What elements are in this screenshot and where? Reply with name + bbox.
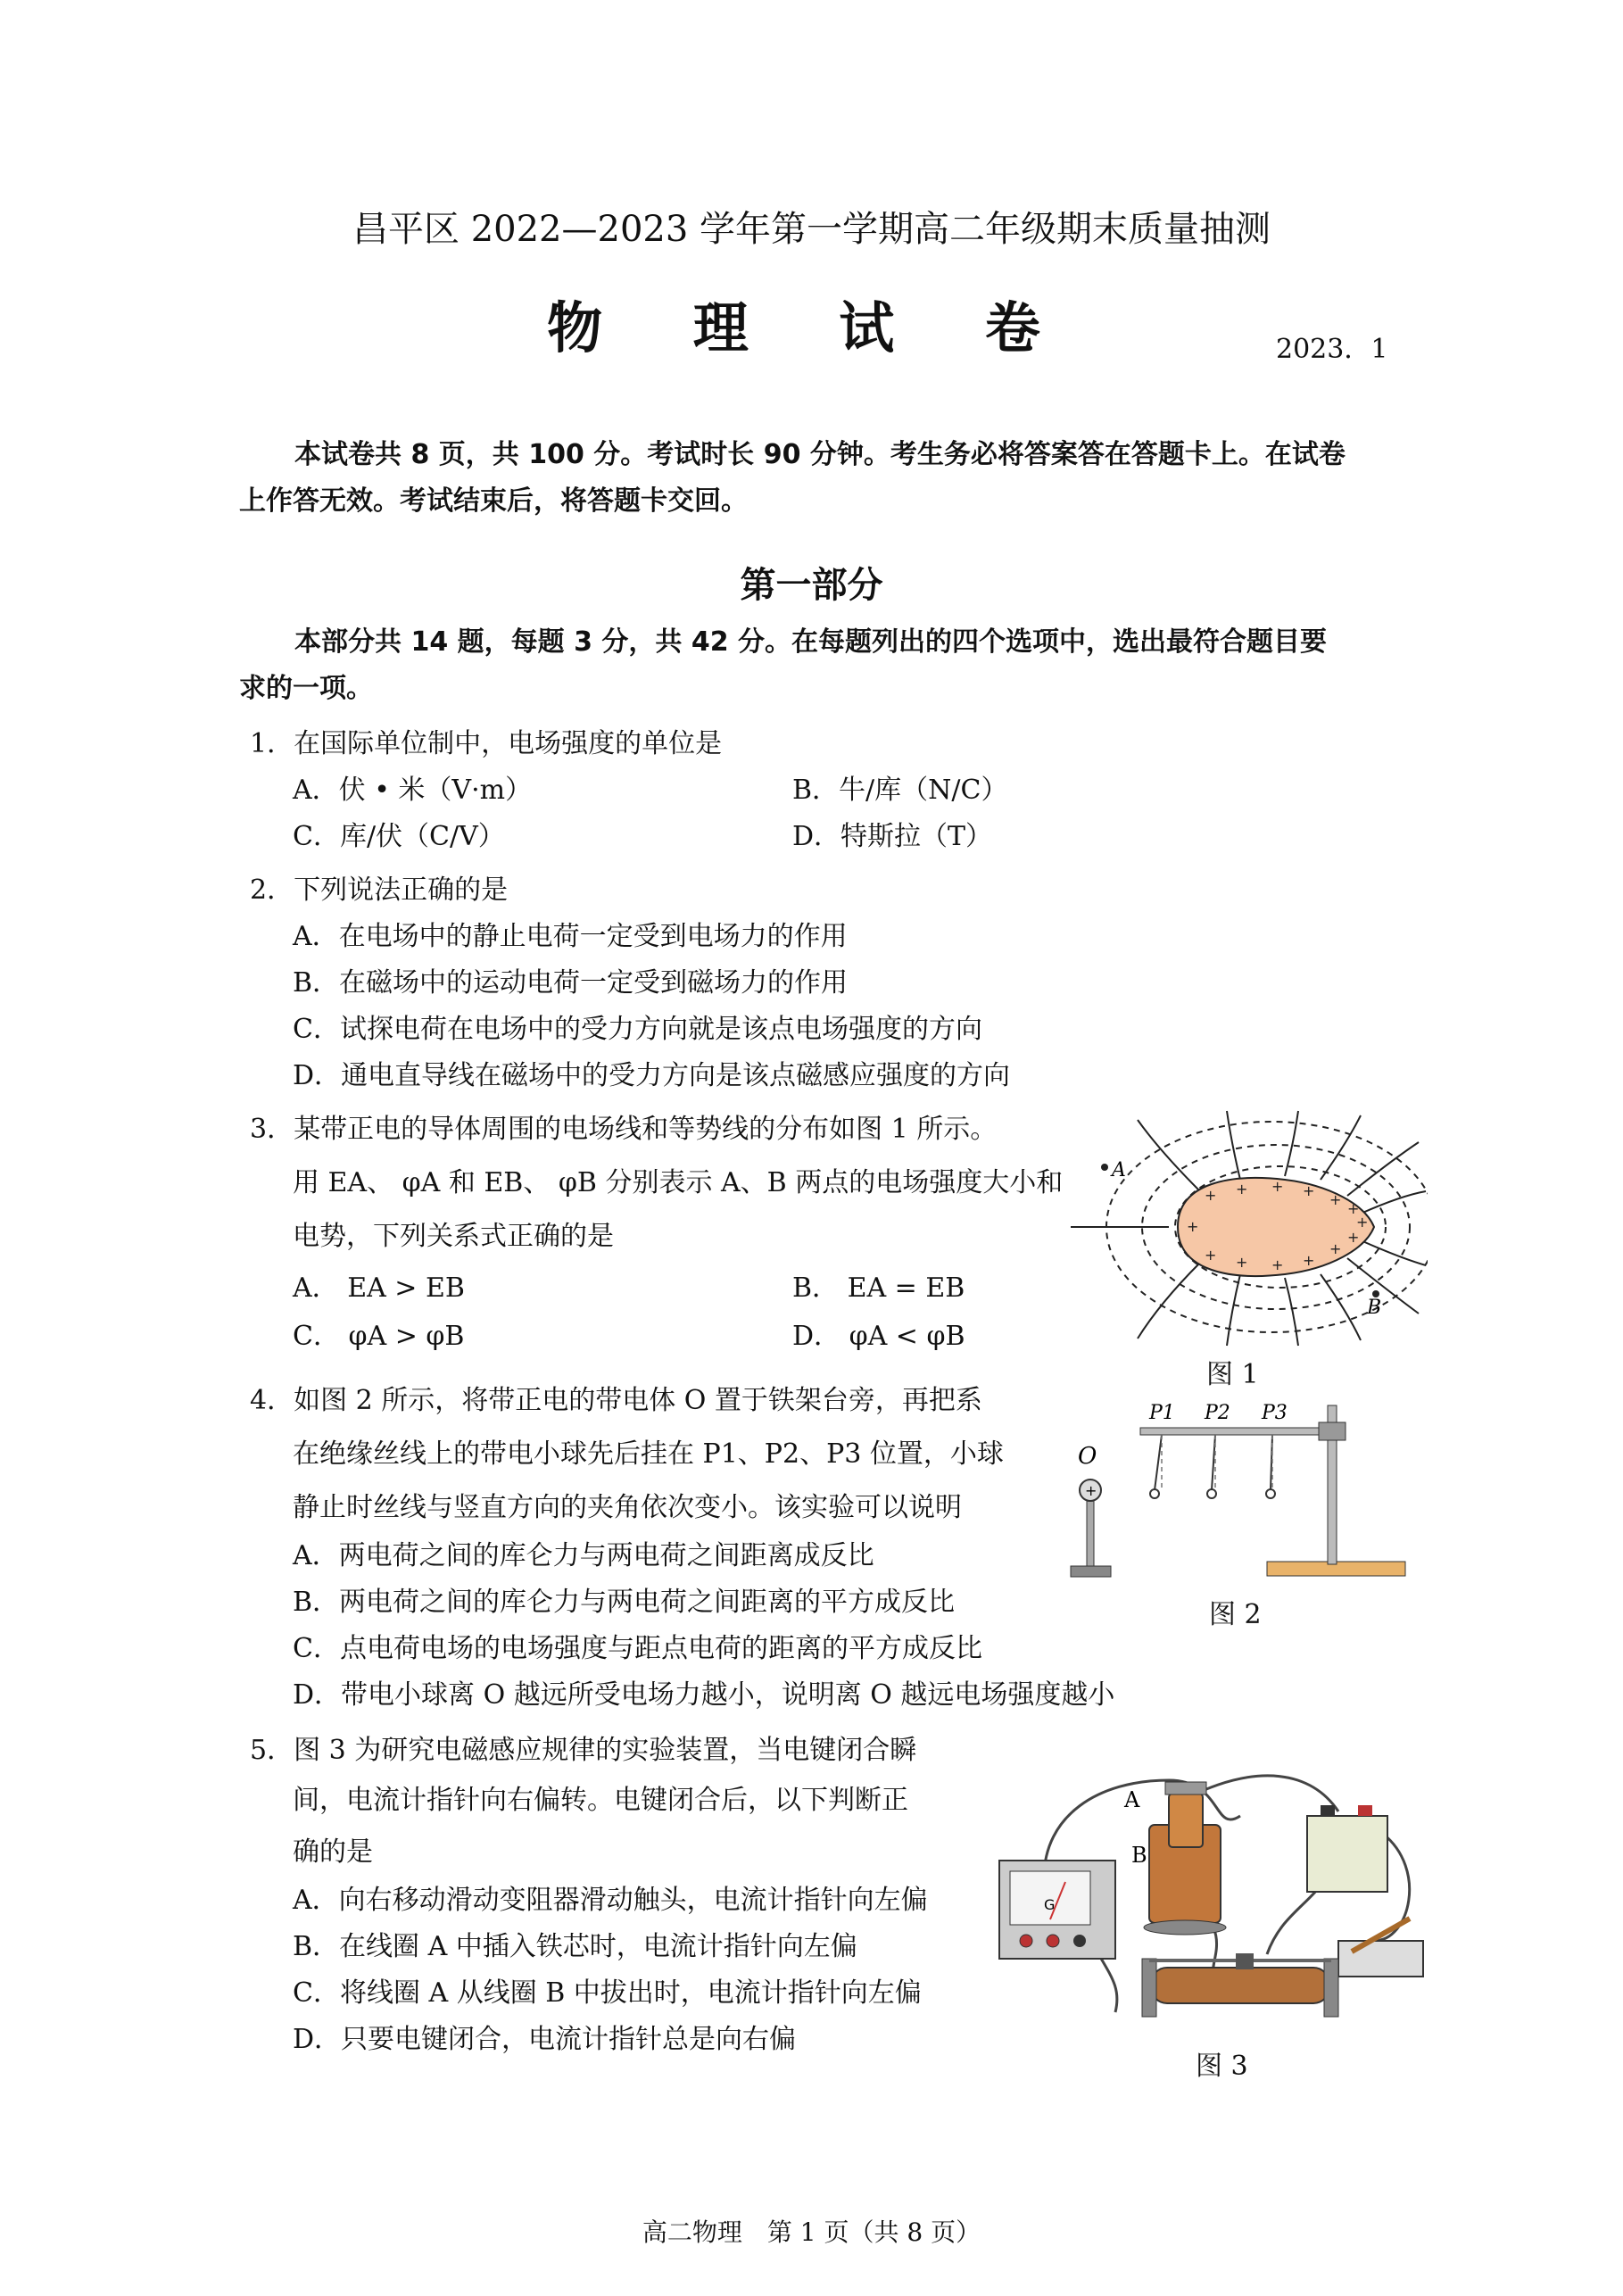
svg-text:+: + xyxy=(1271,1256,1284,1273)
part-description-2: 求的一项。 xyxy=(239,673,373,704)
figure-3-caption: 图 3 xyxy=(1196,2051,1248,2082)
q5-option-a: A．向右移动滑动变阻器滑动触头，电流计指针向左偏 xyxy=(293,1885,928,1916)
svg-text:+: + xyxy=(1303,1252,1315,1269)
q2-option-c: C．试探电荷在电场中的受力方向就是该点电场强度的方向 xyxy=(293,1014,982,1045)
q3-option-d: D． φA < φB xyxy=(792,1321,965,1352)
figure-2-iron-stand xyxy=(1062,1392,1410,1584)
subject-title: 物 理 试 卷 xyxy=(547,295,1076,361)
q5-option-d: D．只要电键闭合，电流计指针总是向右偏 xyxy=(293,2024,797,2055)
part-heading: 第一部分 xyxy=(740,564,883,606)
q3-option-c: C． φA > φB xyxy=(293,1321,465,1352)
q4-option-c: C．点电荷电场的电场强度与距点电荷的距离的平方成反比 xyxy=(293,1633,982,1664)
svg-text:+: + xyxy=(1347,1229,1360,1246)
svg-text:+: + xyxy=(1329,1191,1342,1208)
figure-3-label-a: A xyxy=(1124,1787,1140,1812)
instructions-line-2: 上作答无效。考试结束后，将答题卡交回。 xyxy=(239,485,748,517)
q3-option-b: B． EA = EB xyxy=(792,1272,965,1304)
q5-stem-1: 5．图 3 为研究电磁感应规律的实验装置，当电键闭合瞬 xyxy=(250,1735,917,1766)
svg-text:+: + xyxy=(1187,1218,1199,1235)
q5-option-b: B．在线圈 A 中插入铁芯时，电流计指针向左偏 xyxy=(293,1931,857,1962)
part-description-1: 本部分共 14 题，每题 3 分，共 42 分。在每题列出的四个选项中，选出最符合题目要 xyxy=(294,626,1328,658)
svg-text:+: + xyxy=(1356,1214,1369,1231)
q1-option-d: D．特斯拉（T） xyxy=(792,821,993,852)
figure-1-caption: 图 1 xyxy=(1206,1359,1259,1390)
svg-text:+: + xyxy=(1329,1240,1342,1257)
exam-title: 昌平区 2022—2023 学年第一学期高二年级期末质量抽测 xyxy=(352,209,1271,250)
q2-option-a: A．在电场中的静止电荷一定受到电场力的作用 xyxy=(293,921,848,952)
figure-1-field-lines xyxy=(1053,1107,1428,1347)
figure-2-label-p2: P2 xyxy=(1205,1402,1230,1424)
page-footer: 高二物理 第 1 页（共 8 页） xyxy=(642,2217,981,2247)
q3-stem-2: 用 EA、 φA 和 EB、 φB 分别表示 A、B 两点的电场强度大小和 xyxy=(293,1167,1064,1198)
svg-text:+: + xyxy=(1205,1187,1217,1204)
q4-option-a: A．两电荷之间的库仑力与两电荷之间距离成反比 xyxy=(293,1540,874,1571)
q3-stem-1: 3．某带正电的导体周围的电场线和等势线的分布如图 1 所示。 xyxy=(250,1114,998,1145)
q3-option-a: A． EA > EB xyxy=(293,1272,465,1304)
q5-option-c: C．将线圈 A 从线圈 B 中拔出时，电流计指针向左偏 xyxy=(293,1977,922,2009)
exam-date: 2023．1 xyxy=(1276,334,1388,365)
svg-text:+: + xyxy=(1085,1482,1097,1499)
svg-text:+: + xyxy=(1236,1181,1248,1198)
q1-option-c: C．库/伏（C/V） xyxy=(293,821,505,852)
svg-text:+: + xyxy=(1303,1182,1315,1199)
q4-option-b: B．两电荷之间的库仑力与两电荷之间距离的平方成反比 xyxy=(293,1587,956,1618)
svg-text:+: + xyxy=(1347,1200,1360,1217)
q2-stem: 2．下列说法正确的是 xyxy=(250,874,509,906)
figure-1-point-a: A xyxy=(1112,1159,1126,1181)
q1-option-a: A．伏 • 米（V·m） xyxy=(293,775,533,806)
figure-1-point-b: B xyxy=(1367,1297,1382,1319)
svg-text:+: + xyxy=(1236,1254,1248,1271)
instructions-line-1: 本试卷共 8 页，共 100 分。考试时长 90 分钟。考生务必将答案答在答题卡上。在试卷 xyxy=(294,439,1346,470)
q5-stem-2: 间，电流计指针向右偏转。电键闭合后，以下判断正 xyxy=(293,1785,908,1816)
figure-2-label-p1: P1 xyxy=(1149,1402,1175,1424)
figure-2-label-o: O xyxy=(1078,1443,1097,1470)
q1-stem: 1．在国际单位制中，电场强度的单位是 xyxy=(250,728,723,759)
figure-3-induction-apparatus xyxy=(990,1762,1437,2030)
q1-option-b: B．牛/库（N/C） xyxy=(792,775,1008,806)
q2-option-b: B．在磁场中的运动电荷一定受到磁场力的作用 xyxy=(293,967,849,999)
q5-stem-3: 确的是 xyxy=(293,1836,373,1868)
q4-stem-3: 静止时丝线与竖直方向的夹角依次变小。该实验可以说明 xyxy=(293,1492,962,1523)
q4-option-d: D．带电小球离 O 越远所受电场力越小，说明离 O 越远电场强度越小 xyxy=(293,1679,1115,1711)
q4-stem-1: 4．如图 2 所示，将带正电的带电体 O 置于铁架台旁，再把系 xyxy=(250,1385,982,1416)
figure-3-label-b: B xyxy=(1131,1843,1147,1868)
figure-2-caption: 图 2 xyxy=(1209,1599,1262,1630)
svg-text:+: + xyxy=(1205,1247,1217,1264)
q2-option-d: D．通电直导线在磁场中的受力方向是该点磁感应强度的方向 xyxy=(293,1060,1011,1091)
figure-3-label-g: G xyxy=(1044,1896,1056,1913)
q3-stem-3: 电势，下列关系式正确的是 xyxy=(293,1221,614,1252)
figure-2-label-p3: P3 xyxy=(1262,1402,1288,1424)
svg-text:+: + xyxy=(1271,1178,1284,1195)
q4-stem-2: 在绝缘丝线上的带电小球先后挂在 P1、P2、P3 位置，小球 xyxy=(293,1438,1004,1470)
